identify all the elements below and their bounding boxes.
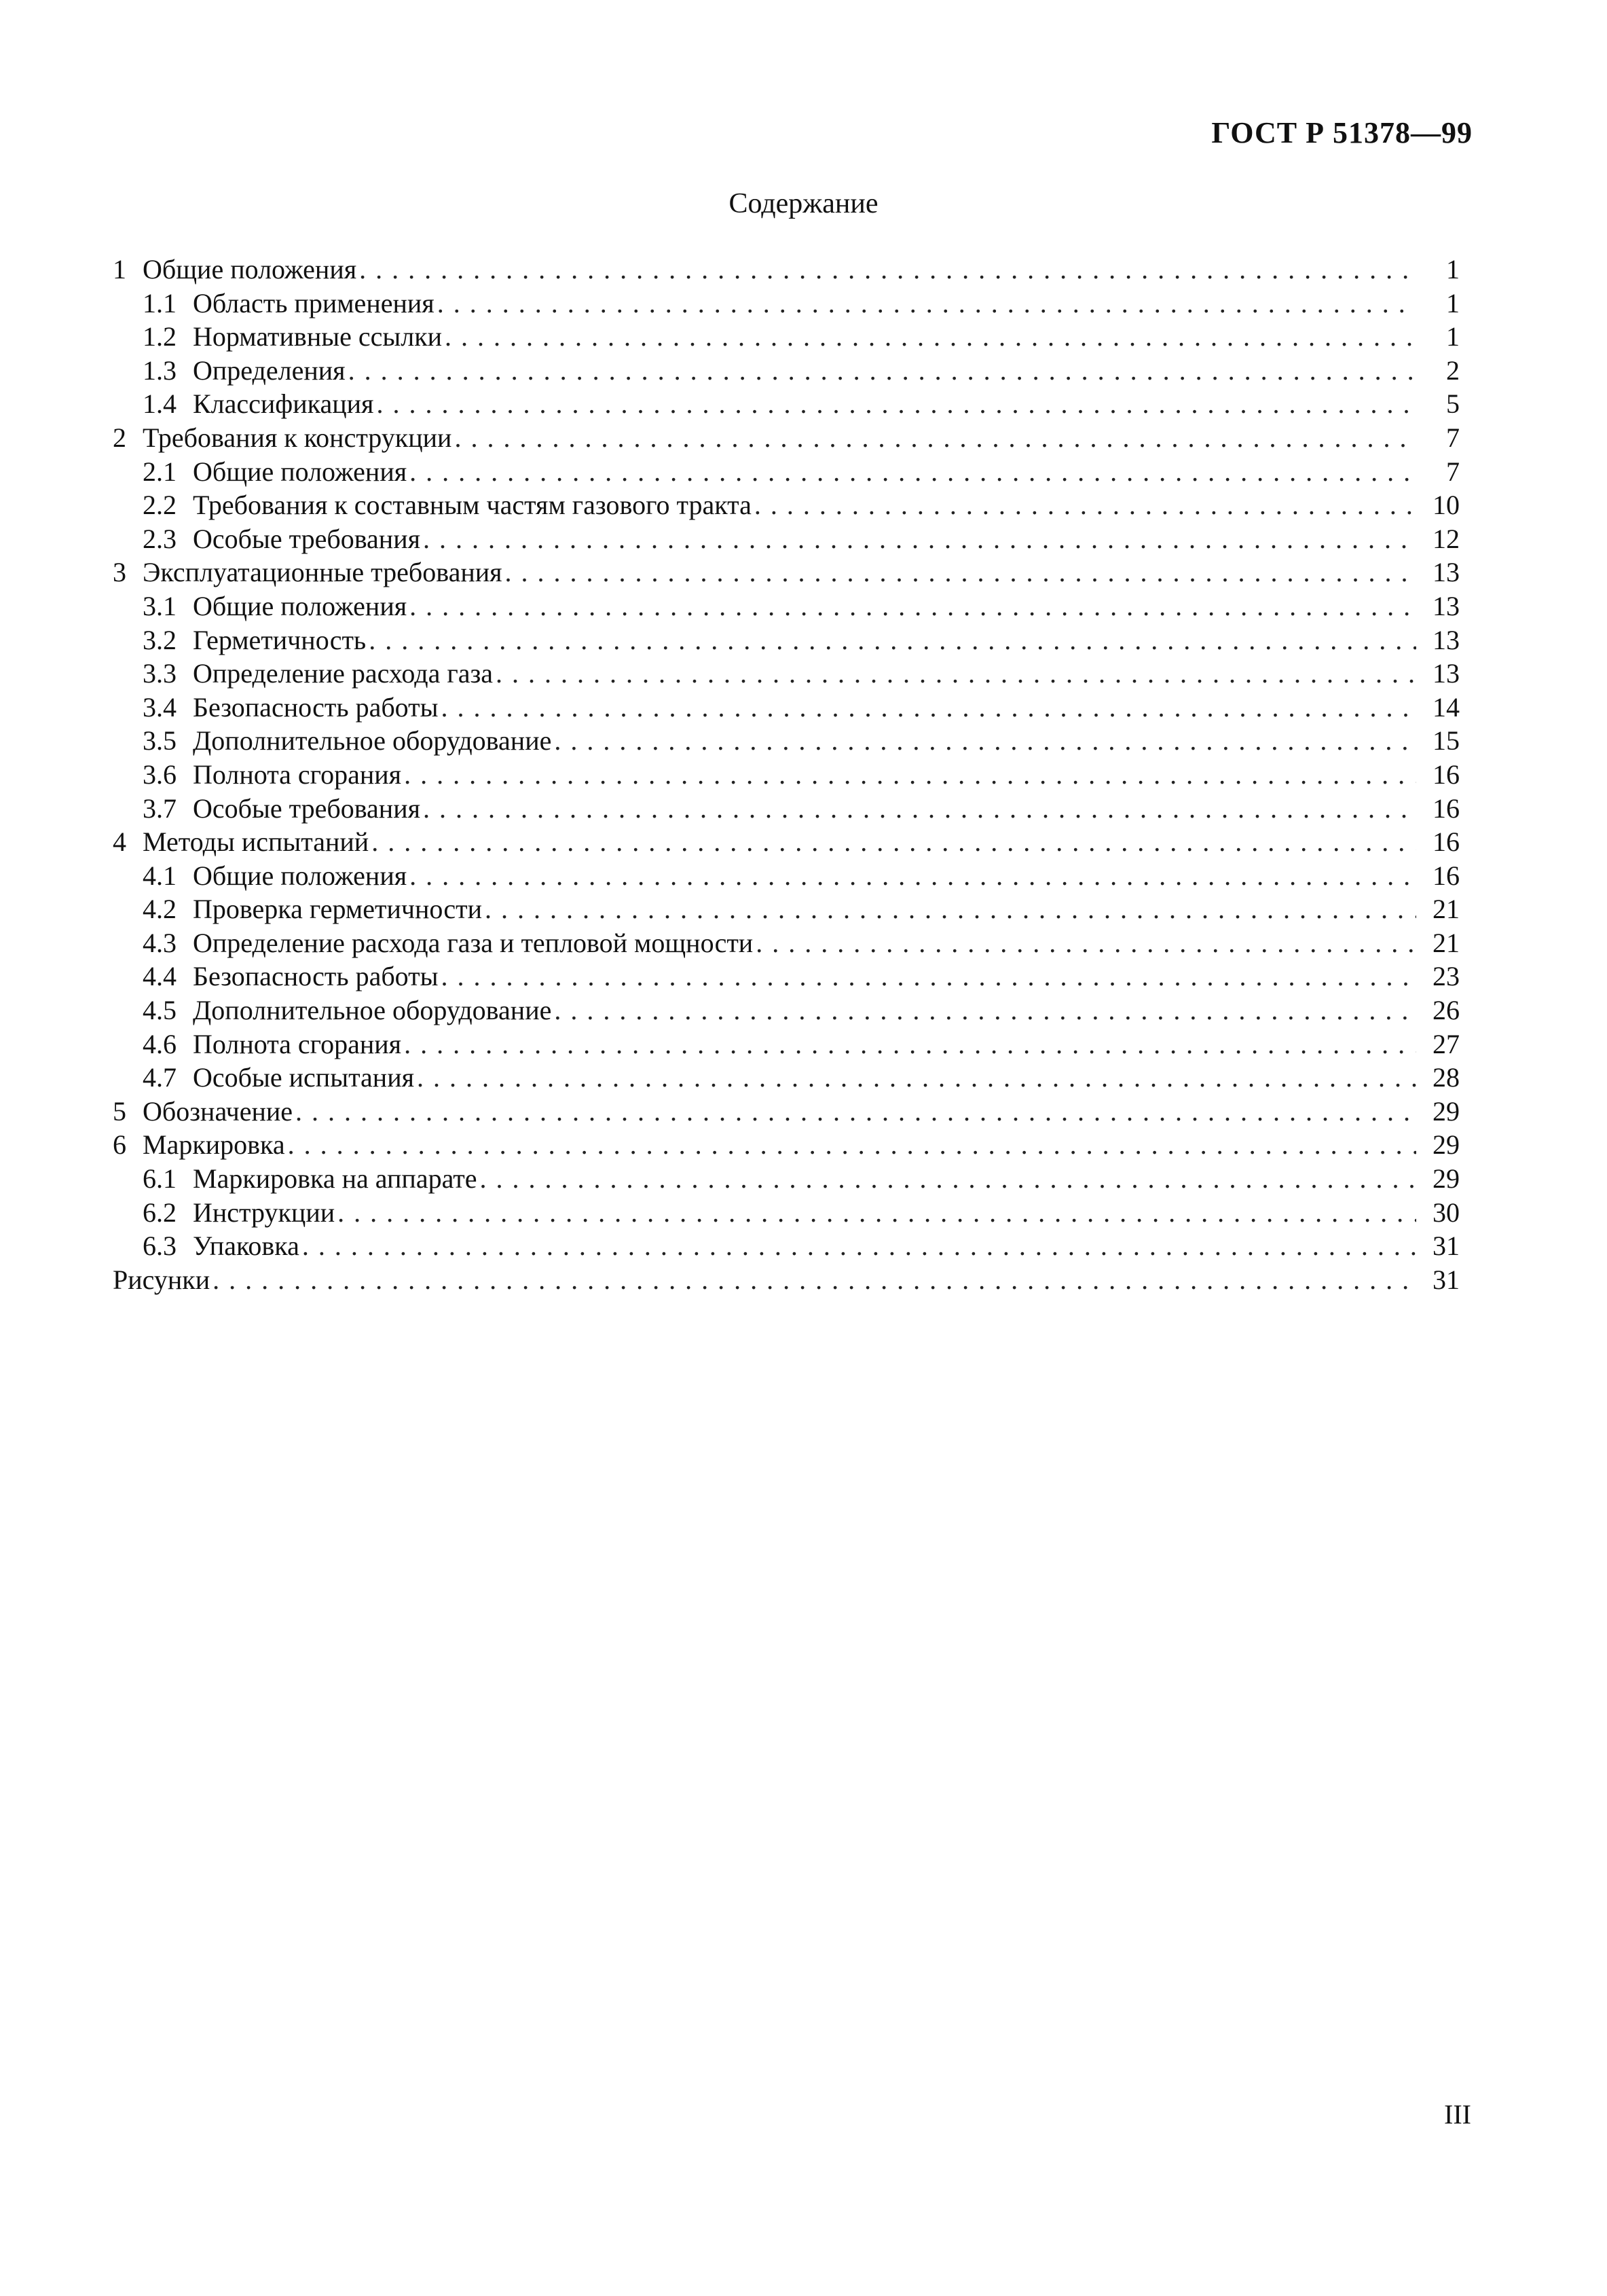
toc-entry <box>113 623 1460 657</box>
toc-entry-label: Полнота сгорания <box>193 1028 402 1059</box>
toc-entry-label: Маркировка на аппарате <box>193 1163 477 1195</box>
toc-entry-page: 13 <box>1433 557 1460 588</box>
toc-entry-number: 2.3 <box>143 523 177 554</box>
toc-entry-label: Упаковка <box>193 1231 299 1262</box>
toc-entry-page: 16 <box>1433 860 1460 891</box>
toc-entry <box>113 421 1460 455</box>
toc-entry-page: 1 <box>1446 254 1460 285</box>
toc-entry-label: Дополнительное оборудование <box>193 995 552 1026</box>
toc-entry-label: Безопасность работы <box>193 961 439 992</box>
toc-entry-label: Особые испытания <box>193 1062 414 1093</box>
toc-entry-label: Общие положения <box>193 456 407 487</box>
toc-entry-label: Проверка герметичности <box>193 894 483 925</box>
dot-leader <box>423 522 1416 556</box>
toc-entry-label: Требования к составным частям газового тракта <box>193 490 752 521</box>
toc-entry-label: Безопасность работы <box>193 691 439 723</box>
toc-entry-number: 2.2 <box>143 490 177 521</box>
dot-leader <box>213 1263 1416 1297</box>
toc-entry-number: 1.3 <box>143 354 177 386</box>
toc-entry <box>113 926 1460 960</box>
dot-leader <box>288 1128 1416 1162</box>
dot-leader <box>371 825 1416 859</box>
dot-leader <box>348 354 1416 388</box>
toc-entry <box>113 1128 1460 1162</box>
dot-leader <box>505 555 1416 589</box>
toc-entry-number: 1.4 <box>143 388 177 420</box>
dot-leader <box>441 960 1416 994</box>
toc-entry-number: 6.1 <box>143 1163 177 1195</box>
toc-entry <box>113 892 1460 926</box>
dot-leader <box>454 421 1416 455</box>
toc-entry-number: 4.6 <box>143 1028 177 1059</box>
toc-entry-page: 21 <box>1433 894 1460 925</box>
dot-leader <box>376 387 1416 421</box>
toc-entry-page: 21 <box>1433 927 1460 958</box>
toc-entry <box>113 1162 1460 1196</box>
toc-entry <box>113 1196 1460 1230</box>
toc-entry <box>113 1095 1460 1129</box>
dot-leader <box>496 657 1416 691</box>
toc-entry <box>113 354 1460 388</box>
toc-entry-label: Определение расхода газа и тепловой мощности <box>193 927 754 958</box>
toc-entry-number: 3.3 <box>143 658 177 689</box>
toc-entry-page: 1 <box>1446 321 1460 352</box>
toc-entry-label: Классификация <box>193 388 374 420</box>
dot-leader <box>756 926 1416 960</box>
dot-leader <box>754 488 1416 522</box>
toc-entry <box>113 994 1460 1027</box>
toc-entry-page: 26 <box>1433 995 1460 1026</box>
toc-entry-page: 13 <box>1433 590 1460 621</box>
toc-entry-number: 3 <box>113 557 126 588</box>
toc-entry-number: 6.3 <box>143 1231 177 1262</box>
toc-entry-page: 31 <box>1433 1231 1460 1262</box>
toc-entry-page: 29 <box>1433 1095 1460 1127</box>
toc-entry-number: 5 <box>113 1095 126 1127</box>
dot-leader <box>417 1061 1416 1095</box>
toc-entry <box>113 825 1460 859</box>
toc-entry-page: 16 <box>1433 792 1460 824</box>
toc-entry <box>113 960 1460 994</box>
toc-entry-number: 6 <box>113 1129 126 1161</box>
toc-entry-label: Общие положения <box>193 590 407 621</box>
toc-entry-page: 14 <box>1433 691 1460 723</box>
toc-entry-label: Область применения <box>193 287 435 318</box>
toc-entry <box>113 555 1460 589</box>
toc-entry <box>113 657 1460 691</box>
toc-entry-label: Особые требования <box>193 523 421 554</box>
toc-entry-number: 3.2 <box>143 624 177 655</box>
toc-entry-page: 23 <box>1433 961 1460 992</box>
toc-entry-number: 2 <box>113 422 126 453</box>
dot-leader <box>404 1027 1416 1061</box>
toc-entry-label: Рисунки <box>113 1264 210 1295</box>
toc-entry-label: Общие положения <box>143 254 357 285</box>
document-code: ГОСТ Р 51378—99 <box>1211 116 1473 149</box>
toc-entry-page: 7 <box>1446 456 1460 487</box>
toc-entry-page: 12 <box>1433 523 1460 554</box>
toc-entry-page: 2 <box>1446 354 1460 386</box>
toc-entry-number: 4.1 <box>143 860 177 891</box>
toc-entry <box>113 1061 1460 1095</box>
toc-entry-number: 3.5 <box>143 725 177 757</box>
toc-entry-number: 4.3 <box>143 927 177 958</box>
toc-entry-page: 10 <box>1433 490 1460 521</box>
toc-entry-number: 6.2 <box>143 1197 177 1228</box>
toc-entry-label: Инструкции <box>193 1197 335 1228</box>
toc-entry-number: 1 <box>113 254 126 285</box>
toc-entry <box>113 488 1460 522</box>
toc-entry-label: Эксплуатационные требования <box>143 557 502 588</box>
dot-leader <box>445 320 1416 354</box>
toc-entry-label: Дополнительное оборудование <box>193 725 552 757</box>
dot-leader <box>302 1229 1416 1263</box>
toc-entry <box>113 724 1460 758</box>
dot-leader <box>369 623 1416 657</box>
dot-leader <box>437 287 1416 321</box>
dot-leader <box>409 455 1416 489</box>
dot-leader <box>409 859 1416 893</box>
toc-entry-page: 15 <box>1433 725 1460 757</box>
dot-leader <box>295 1095 1416 1129</box>
toc-entry-number: 3.7 <box>143 792 177 824</box>
toc-entry <box>113 859 1460 893</box>
dot-leader <box>409 589 1416 623</box>
toc-entry <box>113 522 1460 556</box>
toc-entry-number: 1.1 <box>143 287 177 318</box>
toc-entry-label: Требования к конструкции <box>143 422 452 453</box>
dot-leader <box>359 253 1416 287</box>
toc-entry <box>113 455 1460 489</box>
dot-leader <box>423 792 1416 826</box>
table-of-contents <box>113 253 1460 1296</box>
dot-leader <box>554 994 1416 1027</box>
toc-entry-page: 13 <box>1433 624 1460 655</box>
toc-entry-label: Обозначение <box>143 1095 293 1127</box>
toc-entry-page: 16 <box>1433 826 1460 858</box>
toc-entry-page: 29 <box>1433 1163 1460 1195</box>
toc-entry <box>113 792 1460 826</box>
toc-entry-page: 7 <box>1446 422 1460 453</box>
toc-entry-label: Герметичность <box>193 624 367 655</box>
dot-leader <box>441 691 1416 725</box>
dot-leader <box>480 1162 1416 1196</box>
toc-entry <box>113 253 1460 287</box>
toc-entry-page: 13 <box>1433 658 1460 689</box>
toc-entry-label: Полнота сгорания <box>193 759 402 790</box>
toc-entry-label: Методы испытаний <box>143 826 369 858</box>
toc-entry-number: 4 <box>113 826 126 858</box>
dot-leader <box>554 724 1416 758</box>
toc-entry-number: 3.4 <box>143 691 177 723</box>
toc-entry <box>113 1027 1460 1061</box>
toc-entry-number: 3.6 <box>143 759 177 790</box>
toc-entry <box>113 320 1460 354</box>
toc-entry-page: 31 <box>1433 1264 1460 1295</box>
toc-entry-number: 3.1 <box>143 590 177 621</box>
toc-entry <box>113 589 1460 623</box>
toc-entry-number: 2.1 <box>143 456 177 487</box>
toc-entry <box>113 287 1460 321</box>
page-number: III <box>1444 2099 1471 2130</box>
toc-title: Содержание <box>728 188 879 219</box>
toc-entry-label: Определение расхода газа <box>193 658 494 689</box>
toc-entry-page: 1 <box>1446 287 1460 318</box>
toc-entry-number: 1.2 <box>143 321 177 352</box>
toc-entry <box>113 1229 1460 1263</box>
toc-entry-page: 16 <box>1433 759 1460 790</box>
toc-entry-page: 30 <box>1433 1197 1460 1228</box>
dot-leader <box>337 1196 1416 1230</box>
toc-entry <box>113 691 1460 725</box>
toc-entry-label: Маркировка <box>143 1129 285 1161</box>
toc-entry-page: 5 <box>1446 388 1460 420</box>
dot-leader <box>485 892 1416 926</box>
toc-entry-label: Определения <box>193 354 346 386</box>
toc-entry-number: 4.2 <box>143 894 177 925</box>
toc-entry-label: Нормативные ссылки <box>193 321 443 352</box>
toc-entry <box>113 387 1460 421</box>
toc-entry-page: 28 <box>1433 1062 1460 1093</box>
toc-entry-page: 27 <box>1433 1028 1460 1059</box>
toc-entry <box>113 758 1460 792</box>
toc-entry-number: 4.5 <box>143 995 177 1026</box>
toc-entry-label: Общие положения <box>193 860 407 891</box>
toc-entry <box>113 1263 1460 1297</box>
toc-entry-number: 4.7 <box>143 1062 177 1093</box>
toc-entry-number: 4.4 <box>143 961 177 992</box>
toc-entry-label: Особые требования <box>193 792 421 824</box>
dot-leader <box>404 758 1416 792</box>
toc-entry-page: 29 <box>1433 1129 1460 1161</box>
